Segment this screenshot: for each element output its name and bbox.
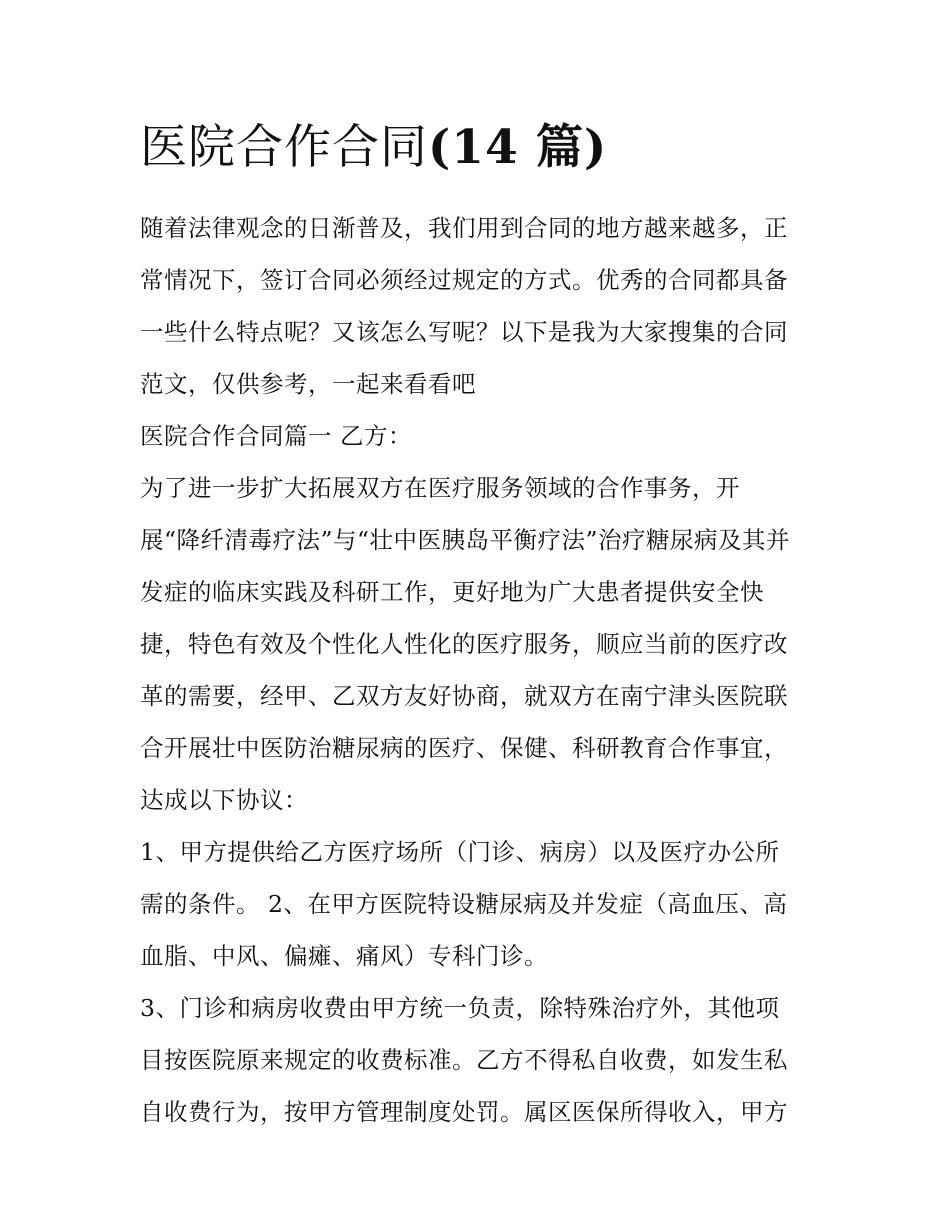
text-line: 革的需要，经甲、乙双方友好协商，就双方在南宁津头医院联 <box>140 682 788 710</box>
text-line: 范文，仅供参考，一起来看看吧 <box>140 370 476 398</box>
clause-line: 1、甲方提供给乙方医疗场所（门诊、病房）以及医疗办公所 <box>140 838 780 866</box>
text-line: 为了进一步扩大拓展双方在医疗服务领域的合作事务，开 <box>140 474 740 502</box>
title-text: 医院合作合同 <box>140 120 428 175</box>
text-line: 一些什么特点呢？又该怎么写呢？以下是我为大家搜集的合同 <box>140 318 788 346</box>
clause-line: 目按医院原来规定的收费标准。乙方不得私自收费，如发生私 <box>140 1046 788 1074</box>
section-heading: 医院合作合同篇一 乙方： <box>140 422 412 450</box>
clause-line: 3、门诊和病房收费由甲方统一负责，除特殊治疗外，其他项 <box>140 994 780 1022</box>
text-line: 合开展壮中医防治糖尿病的医疗、保健、科研教育合作事宜， <box>140 734 788 762</box>
document-title <box>140 112 815 184</box>
clause-line: 需的条件。 2、在甲方医院特设糖尿病及并发症（高血压、高 <box>140 890 788 918</box>
text-line: 发症的临床实践及科研工作，更好地为广大患者提供安全快 <box>140 578 764 606</box>
document-page <box>140 112 815 1138</box>
text-line: 捷，特色有效及个性化人性化的医疗服务，顺应当前的医疗改 <box>140 630 788 658</box>
clause-line: 自收费行为，按甲方管理制度处罚。属区医保所得收入，甲方 <box>140 1098 788 1126</box>
body-text <box>140 202 815 1138</box>
title-count: (14 篇) <box>428 120 608 175</box>
text-line: 达成以下协议： <box>140 786 308 814</box>
text-line: 常情况下，签订合同必须经过规定的方式。优秀的合同都具备 <box>140 266 788 294</box>
clause-line: 血脂、中风、偏瘫、痛风）专科门诊。 <box>140 942 548 970</box>
text-line: 展“降纤清毒疗法”与“壮中医胰岛平衡疗法”治疗糖尿病及其并 <box>140 526 791 554</box>
text-line: 随着法律观念的日渐普及，我们用到合同的地方越来越多，正 <box>140 214 788 242</box>
